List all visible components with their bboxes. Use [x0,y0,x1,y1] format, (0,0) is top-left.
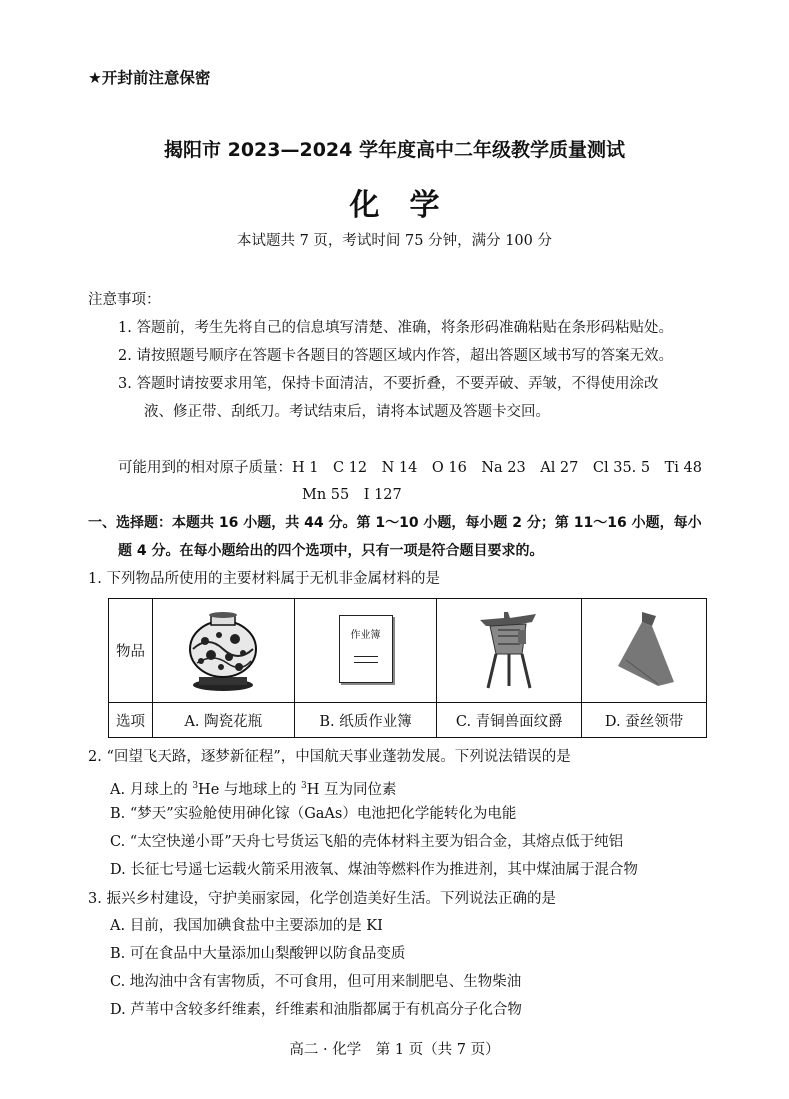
row-header-option: 选项 [109,703,153,738]
question-3-option-c: C. 地沟油中含有害物质，不可食用，但可用来制肥皂、生物柴油 [110,974,522,990]
subject-title: 化 学 [349,188,440,223]
notes-heading: 注意事项： [88,292,161,308]
section-heading-line1: 一、选择题：本题共 16 小题，共 44 分。第 1～10 小题，每小题 2 分；第 11～16 小题，每小 [88,515,702,531]
notebook-cell [294,599,437,703]
necktie-icon [612,610,676,688]
question-3-option-a: A. 目前，我国加碘食盐中主要添加的是 KI [110,918,383,934]
question-2-option-c: C. “太空快递小哥”天舟七号货运飞船的壳体材料主要为铝合金，其熔点低于纯铝 [110,834,624,850]
question-2-option-d: D. 长征七号遥七运载火箭采用液氧、煤油等燃料作为推进剂，其中煤油属于混合物 [110,862,638,878]
atomic-masses-line2: Mn 55 I 127 [302,487,402,503]
row-header-item: 物品 [109,599,153,703]
option-a: A. 陶瓷花瓶 [152,703,294,738]
confidential-note: ★开封前注意保密 [88,69,211,87]
exam-info: 本试题共 7 页，考试时间 75 分钟，满分 100 分 [236,233,552,249]
question-2-option-b: B. “梦天”实验舱使用砷化镓（GaAs）电池把化学能转化为电能 [110,806,517,822]
note-item-3-cont: 液、修正带、刮纸刀。考试结束后，请将本试题及答题卡交回。 [144,404,550,420]
bronze-vessel-icon [474,606,544,692]
vase-icon [183,605,263,693]
question-1-stem: 1. 下列物品所使用的主要材料属于无机非金属材料的是 [88,571,440,587]
option-b: B. 纸质作业簿 [294,703,437,738]
note-item-2: 2. 请按照题号顺序在答题卡各题目的答题区域内作答，超出答题区域书写的答案无效。 [118,348,673,364]
notebook-label: 作业簿 [350,629,381,641]
note-item-3: 3. 答题时请按要求用笔，保持卡面清洁，不要折叠，不要弄破、弄皱，不得使用涂改 [118,376,659,392]
page-footer: 高二 · 化学 第 1 页（共 7 页） [289,1042,500,1058]
section-heading-line2: 题 4 分。在每小题给出的四个选项中，只有一项是符合题目要求的。 [118,543,544,559]
atomic-masses-line1: 可能用到的相对原子质量：H 1 C 12 N 14 O 16 Na 23 Al 27 Cl 35. 5 Ti 48 [118,460,702,476]
question-1-table [108,598,707,738]
note-item-1: 1. 答题前，考生先将自己的信息填写清楚、准确，将条形码准确粘贴在条形码粘贴处。 [118,320,673,336]
option-c: C. 青铜兽面纹爵 [437,703,582,738]
vase-cell [152,599,294,703]
notebook-icon [339,615,393,683]
option-d: D. 蚕丝领带 [582,703,707,738]
question-2-option-a: A. 月球上的 $^3$He 与地球上的 $^3$H 互为同位素 [110,781,397,798]
question-3-stem: 3. 振兴乡村建设，守护美丽家园，化学创造美好生活。下列说法正确的是 [88,891,556,907]
question-2-stem: 2. “回望飞天路，逐梦新征程”，中国航天事业蓬勃发展。下列说法错误的是 [88,749,571,765]
question-3-option-b: B. 可在食品中大量添加山梨酸钾以防食品变质 [110,946,406,962]
question-3-option-d: D. 芦苇中含较多纤维素，纤维素和油脂都属于有机高分子化合物 [110,1002,522,1018]
exam-title: 揭阳市 2023—2024 学年度高中二年级教学质量测试 [164,139,625,161]
tie-cell [582,599,707,703]
bronze-cell [437,599,582,703]
